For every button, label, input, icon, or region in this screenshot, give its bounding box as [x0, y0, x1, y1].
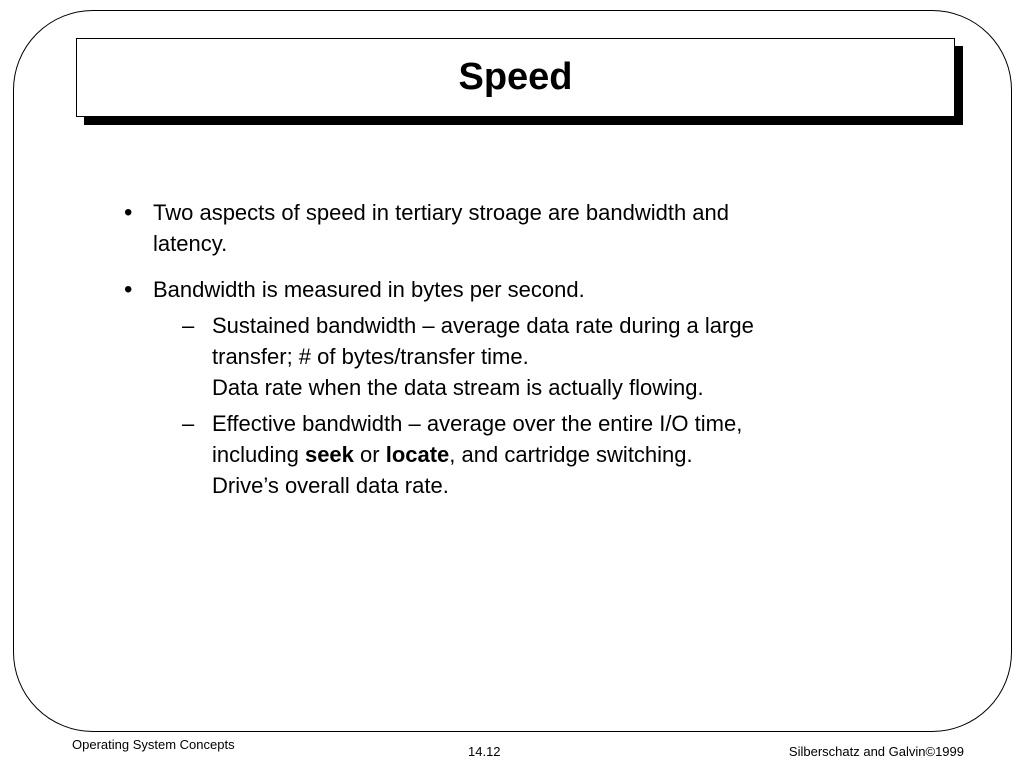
bullet-item [124, 274, 884, 305]
slide-content [124, 197, 884, 516]
footer-copyright: Silberschatz and Galvin©1999 [788, 744, 964, 759]
bullet-icon: • [124, 276, 133, 303]
sub-bullet-text [212, 310, 884, 403]
bullet-text [153, 197, 884, 259]
bold-term-locate: locate [385, 442, 450, 467]
sub-bullet-line: Drive’s overall data rate. [212, 473, 449, 498]
footer-page-number: 14.12 [468, 744, 501, 759]
slide-title: Speed [458, 56, 573, 98]
text-run: including [212, 442, 305, 467]
footer-course: Operating System Concepts [72, 737, 235, 752]
sub-bullet-text [212, 408, 884, 501]
sub-bullet-line [212, 439, 884, 470]
bullet-line: latency. [153, 231, 228, 256]
sub-bullet-line: transfer; # of bytes/transfer time. [212, 344, 529, 369]
sub-bullet-item [182, 310, 884, 403]
text-run: or [353, 442, 386, 467]
bullet-icon: • [124, 199, 133, 226]
text-run: , and cartridge switching. [449, 442, 693, 467]
sub-bullet-line: Data rate when the data stream is actually flowing. [212, 375, 704, 400]
sub-bullet-item [182, 408, 884, 501]
title-box [76, 38, 955, 117]
sub-bullet-line: Effective bandwidth – average over the entire I/O time, [212, 411, 743, 436]
bullet-line: Bandwidth is measured in bytes per second. [153, 277, 585, 302]
bold-term-seek: seek [304, 442, 354, 467]
bullet-line: Two aspects of speed in tertiary stroage are bandwidth and [153, 200, 730, 225]
bullet-item [124, 197, 884, 259]
bullet-text [153, 274, 884, 305]
dash-icon: – [182, 313, 195, 338]
sub-bullet-line: Sustained bandwidth – average data rate during a large [212, 313, 754, 338]
dash-icon: – [182, 411, 195, 436]
